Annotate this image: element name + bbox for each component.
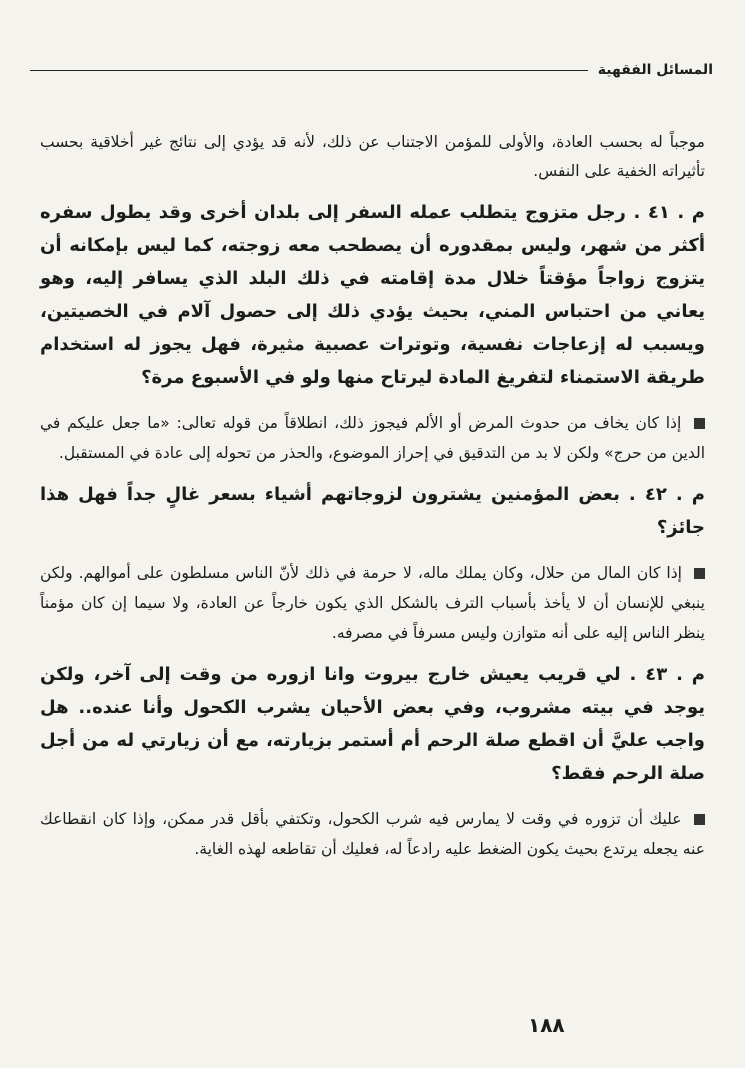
question-text: لي قريب يعيش خارج بيروت وانا ازوره من وقت إلى آخر، ولكن يوجد في بيته مشروب، وفي بعض الأحيان يشرب الكحول وأنا عنده.. هل واجب عليَّ أن اقطع صلة الرحم أم أستمر بزيارته، مع أن زيارتي له من أجل صلة الرحم فقط؟ bbox=[40, 664, 705, 784]
square-bullet-icon bbox=[694, 568, 705, 579]
question-text: بعض المؤمنين يشترون لزوجاتهم أشياء بسعر غالٍ جداً فهل هذا جائز؟ bbox=[40, 484, 705, 538]
question-text: رجل متزوج يتطلب عمله السفر إلى بلدان أخرى وقد يطول سفره أكثر من شهر، وليس بمقدوره أن يصطحب معه زوجته، كما ليس بإمكانه أن يتزوج زواجاً مؤقتاً خلال مدة إقامته في ذلك البلد الذي يسافر إليه، وهو يعاني من احتباس المني، بحيث يؤدي ذلك إلى حصول آلام في الخصيتين، ويسبب له إزعاجات نفسية، وتوترات عصبية مثيرة، فهل يجوز له استخدام طريقة الاستمناء لتفريغ المادة ليرتاح منها ولو في الأسبوع مرة؟ bbox=[40, 202, 705, 388]
header-title: المسائل الفقهية bbox=[597, 62, 713, 78]
question-number: م . ٤١ . bbox=[633, 202, 705, 223]
page-number: ١٨٨ bbox=[528, 1013, 565, 1037]
question-42 bbox=[40, 478, 705, 544]
question-41 bbox=[40, 196, 705, 394]
square-bullet-icon bbox=[694, 814, 705, 825]
intro-paragraph: موجباً له بحسب العادة، والأولى للمؤمن الاجتناب عن ذلك، لأنه قد يؤدي إلى نتائج غير أخلاقية بحسب تأثيراته الخفية على النفس. bbox=[40, 133, 705, 180]
question-43 bbox=[40, 658, 705, 790]
answer-text: إذا كان يخاف من حدوث المرض أو الألم فيجوز ذلك، انطلاقاً من قوله تعالى: «ما جعل عليكم في الدين من حرج» ولكن لا بد من التدقيق في إحراز الموضوع، والحذر من تحوله إلى عادة في المستقبل. bbox=[40, 414, 705, 462]
answer-42 bbox=[40, 558, 705, 648]
answer-text: عليك أن تزوره في وقت لا يمارس فيه شرب الكحول، وتكتفي بأقل قدر ممكن، وإذا كان انقطاعك عنه يجعله يرتدع بحيث يكون الضغط عليه رادعاً له، فعليك أن تقاطعه لهذه الغاية. bbox=[40, 810, 705, 858]
answer-text: إذا كان المال من حلال، وكان يملك ماله، لا حرمة في ذلك لأنّ الناس مسلطون على أموالهم. ولكن ينبغي للإنسان أن لا يأخذ بأسباب الترف بالشكل الذي يكون خارجاً عن العادة، ولا سيما إن كان مؤمناً ينظر الناس إليه على أنه متوازن وليس مسرفاً في مصرفه. bbox=[40, 564, 705, 642]
header-rule bbox=[30, 70, 588, 71]
question-number: م . ٤٢ . bbox=[628, 484, 705, 505]
question-number: م . ٤٣ . bbox=[629, 664, 705, 685]
answer-43 bbox=[40, 804, 705, 864]
running-header bbox=[30, 62, 713, 78]
page-content bbox=[40, 128, 705, 874]
answer-41 bbox=[40, 408, 705, 468]
square-bullet-icon bbox=[694, 418, 705, 429]
